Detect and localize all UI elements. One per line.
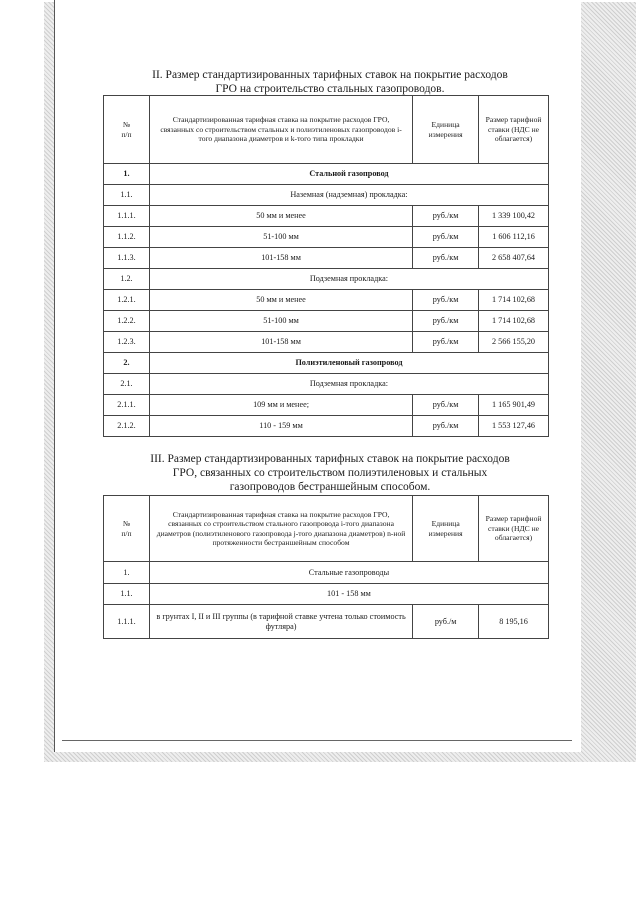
row-number: 1.1. (104, 584, 150, 605)
row-description: 50 мм и менее (149, 290, 412, 311)
row-number: 1.1.2. (104, 227, 150, 248)
section3-title (100, 452, 560, 494)
row-rate: 1 714 102,68 (479, 290, 549, 311)
row-rate: 1 339 100,42 (479, 206, 549, 227)
row-description: 101-158 мм (149, 332, 412, 353)
group-row (104, 562, 549, 584)
group-row (104, 374, 549, 395)
row-number: 1. (104, 164, 150, 185)
row-number: 1.2.2. (104, 311, 150, 332)
row-unit: руб./км (413, 395, 479, 416)
group-row (104, 584, 549, 605)
group-label: 101 - 158 мм (149, 584, 548, 605)
section2-title (100, 68, 560, 96)
section3-rates-table (103, 495, 549, 639)
table-header-row (104, 96, 549, 164)
row-number: 2.1.1. (104, 395, 150, 416)
header-unit: Единица измерения (413, 496, 479, 562)
row-rate: 1 553 127,46 (479, 416, 549, 437)
group-label: Подземная прокладка: (149, 269, 548, 290)
row-description: 109 мм и менее; (149, 395, 412, 416)
section3-title-line2: ГРО, связанных со строительством полиэтиленовых и стальных (172, 467, 488, 479)
table-row (104, 332, 549, 353)
row-number: 2.1. (104, 374, 150, 395)
row-number: 2.1.2. (104, 416, 150, 437)
row-unit: руб./км (413, 248, 479, 269)
section2-title-line2: ГРО на строительство стальных газопроводов. (215, 83, 445, 95)
group-label: Стальные газопроводы (149, 562, 548, 584)
row-rate: 1 606 112,16 (479, 227, 549, 248)
group-row (104, 164, 549, 185)
group-label: Подземная прокладка: (149, 374, 548, 395)
row-rate: 1 714 102,68 (479, 311, 549, 332)
row-number: 1. (104, 562, 150, 584)
row-description: 50 мм и менее (149, 206, 412, 227)
row-number: 1.2.3. (104, 332, 150, 353)
table-row (104, 416, 549, 437)
header-num: № п/п (104, 96, 150, 164)
table-row (104, 206, 549, 227)
row-description: 101-158 мм (149, 248, 412, 269)
row-number: 1.2. (104, 269, 150, 290)
group-label: Полиэтиленовый газопровод (149, 353, 548, 374)
row-rate: 2 658 407,64 (479, 248, 549, 269)
row-rate: 2 566 155,20 (479, 332, 549, 353)
row-description: в грунтах I, II и III группы (в тарифной ставке учтена только стоимость футляра) (149, 605, 412, 639)
table-row (104, 248, 549, 269)
row-number: 1.1.3. (104, 248, 150, 269)
row-unit: руб./м (413, 605, 479, 639)
row-number: 2. (104, 353, 150, 374)
section2-title-line1: II. Размер стандартизированных тарифных ставок на покрытие расходов (152, 69, 508, 81)
row-number: 1.1.1. (104, 605, 150, 639)
header-description: Стандартизированная тарифная ставка на покрытие расходов ГРО, связанных со строительством стальных и полиэтиленовых газопроводов i-того диапазона диаметров и k-того типа прокладки (149, 96, 412, 164)
table-row (104, 605, 549, 639)
header-unit: Единица измерения (413, 96, 479, 164)
table-row (104, 395, 549, 416)
group-row (104, 185, 549, 206)
page-bottom-rule (62, 740, 572, 741)
header-rate: Размер тарифной ставки (НДС не облагается) (479, 496, 549, 562)
header-rate: Размер тарифной ставки (НДС не облагается) (479, 96, 549, 164)
row-unit: руб./км (413, 311, 479, 332)
row-unit: руб./км (413, 290, 479, 311)
row-number: 1.2.1. (104, 290, 150, 311)
table-row (104, 311, 549, 332)
table-row (104, 227, 549, 248)
row-number: 1.1.1. (104, 206, 150, 227)
row-description: 51-100 мм (149, 311, 412, 332)
row-unit: руб./км (413, 416, 479, 437)
group-row (104, 269, 549, 290)
table-header-row (104, 496, 549, 562)
section2-rates-table (103, 95, 549, 437)
section3-title-line3: газопроводов бестраншейным способом. (229, 481, 431, 493)
row-rate: 1 165 901,49 (479, 395, 549, 416)
group-row (104, 353, 549, 374)
row-unit: руб./км (413, 227, 479, 248)
section3-title-line1: III. Размер стандартизированных тарифных ставок на покрытие расходов (150, 453, 510, 465)
row-description: 51-100 мм (149, 227, 412, 248)
row-unit: руб./км (413, 206, 479, 227)
group-label: Стальной газопровод (149, 164, 548, 185)
row-unit: руб./км (413, 332, 479, 353)
row-description: 110 - 159 мм (149, 416, 412, 437)
header-num: № п/п (104, 496, 150, 562)
table-row (104, 290, 549, 311)
row-rate: 8 195,16 (479, 605, 549, 639)
group-label: Наземная (надземная) прокладка: (149, 185, 548, 206)
header-description: Стандартизированная тарифная ставка на покрытие расходов ГРО, связанных со строительством стального газопровода i-того диапазона диаметров (полиэтиленового газопровода j-того диапазона диаметров) n-ной протяженности бестраншейным способом (149, 496, 412, 562)
row-number: 1.1. (104, 185, 150, 206)
